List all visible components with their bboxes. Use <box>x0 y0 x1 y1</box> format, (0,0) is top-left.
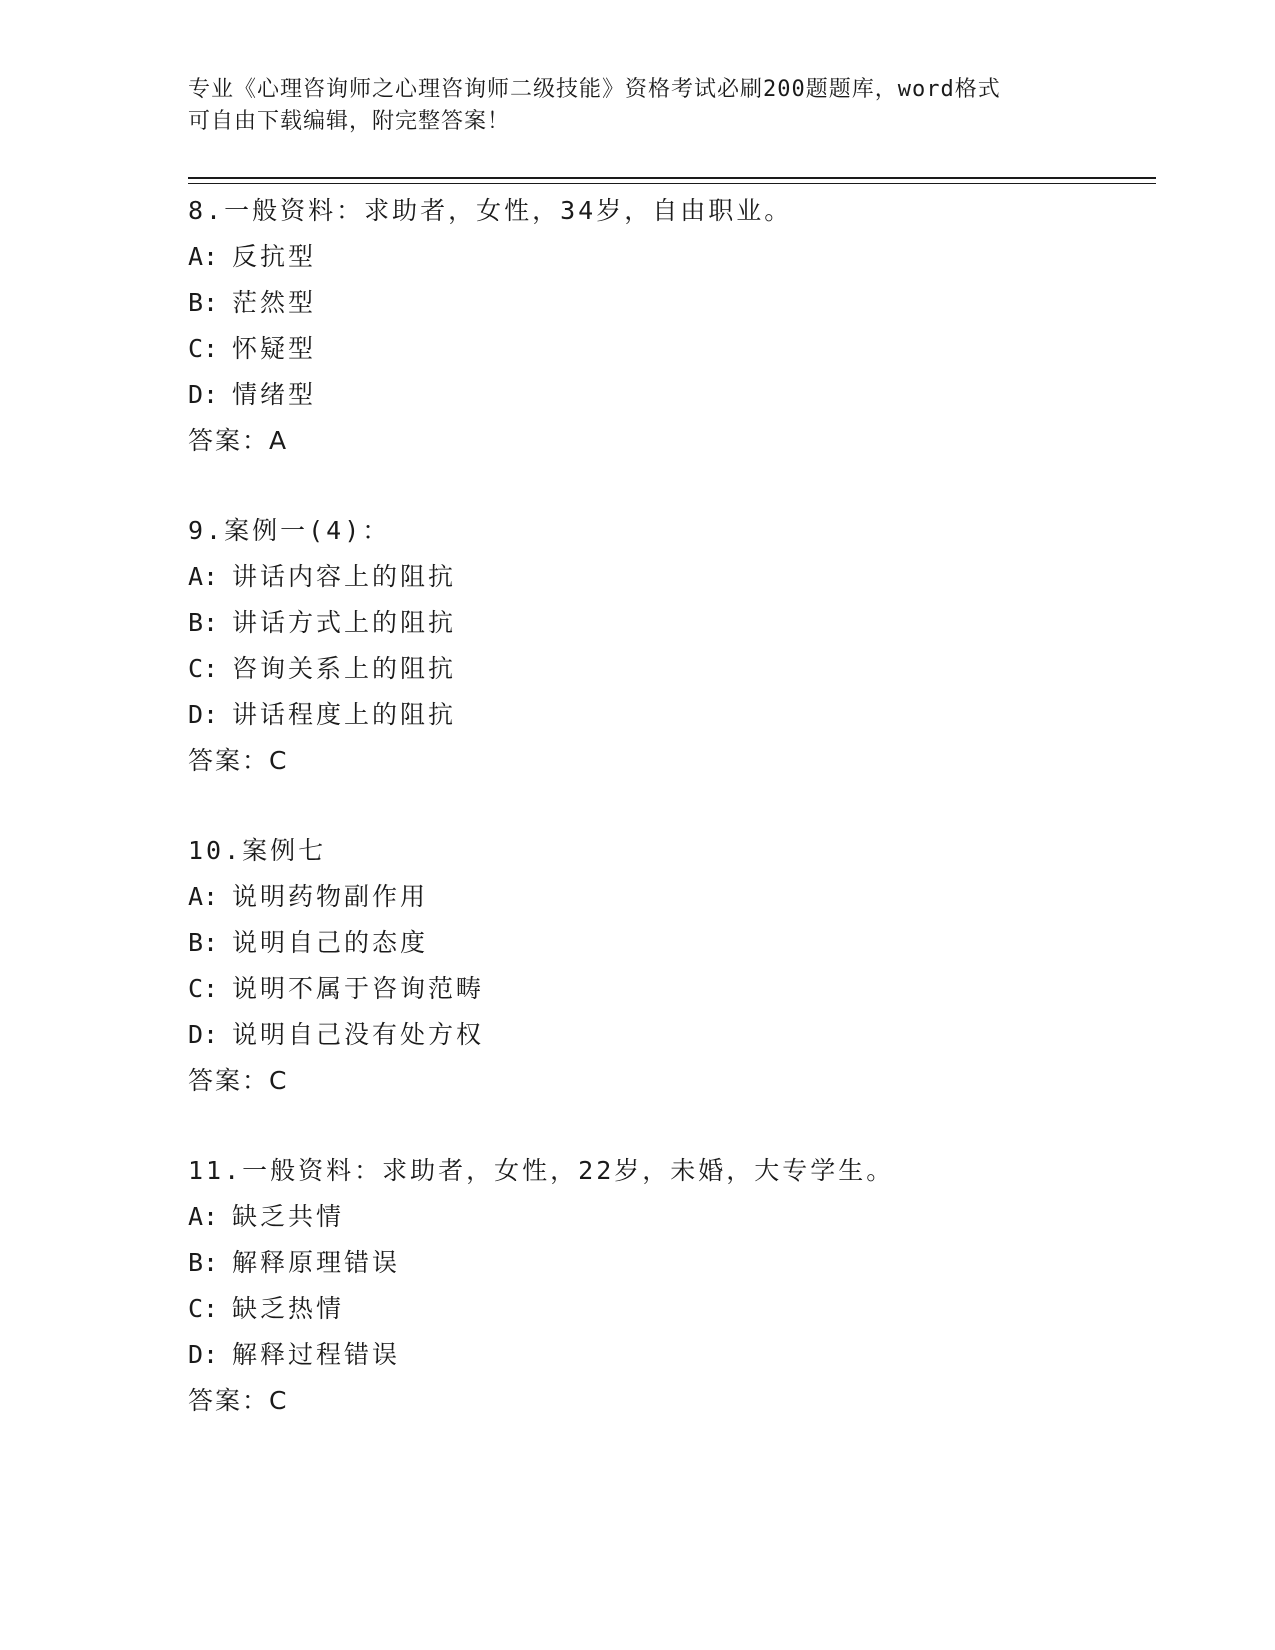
option-key: C: <box>188 1294 219 1323</box>
answer-line: 答案：C <box>188 1386 289 1415</box>
option-key: C: <box>188 974 219 1003</box>
option-key: B: <box>188 288 219 317</box>
option-key: A: <box>188 242 219 271</box>
option-text: 缺乏共情 <box>232 1202 345 1231</box>
header-divider-thin <box>188 183 1156 184</box>
option-text: 咨询关系上的阻抗 <box>232 654 457 683</box>
option-text: 反抗型 <box>232 242 317 271</box>
option-key: D: <box>188 1020 219 1049</box>
document-header <box>188 74 1088 138</box>
header-line-1: 专业《心理咨询师之心理咨询师二级技能》资格考试必刷200题题库，word格式 <box>188 77 1001 102</box>
option-text: 解释原理错误 <box>232 1248 401 1277</box>
option-text: 讲话内容上的阻抗 <box>232 562 457 591</box>
option-d <box>188 692 1156 738</box>
option-text: 茫然型 <box>232 288 317 317</box>
option-text: 解释过程错误 <box>232 1340 401 1369</box>
question-9 <box>188 508 1156 784</box>
option-b <box>188 280 1156 326</box>
option-key: D: <box>188 380 219 409</box>
option-text: 说明不属于咨询范畴 <box>232 974 485 1003</box>
question-stem: 11.一般资料：求助者，女性，22岁，未婚，大专学生。 <box>188 1156 895 1185</box>
header-line-2: 可自由下载编辑，附完整答案！ <box>188 109 511 134</box>
option-b <box>188 920 1156 966</box>
option-key: B: <box>188 608 219 637</box>
option-text: 情绪型 <box>232 380 317 409</box>
question-stem: 9.案例一(4)： <box>188 516 391 545</box>
option-key: A: <box>188 562 219 591</box>
answer-line: 答案：C <box>188 1066 289 1095</box>
option-a <box>188 234 1156 280</box>
option-key: C: <box>188 334 219 363</box>
option-c <box>188 966 1156 1012</box>
option-text: 说明自己的态度 <box>232 928 429 957</box>
option-key: A: <box>188 1202 219 1231</box>
option-text: 讲话程度上的阻抗 <box>232 700 457 729</box>
question-11 <box>188 1148 1156 1424</box>
option-key: B: <box>188 1248 219 1277</box>
option-c <box>188 1286 1156 1332</box>
question-8 <box>188 188 1156 464</box>
option-b <box>188 600 1156 646</box>
option-a <box>188 554 1156 600</box>
option-key: D: <box>188 700 219 729</box>
question-list <box>188 188 1156 1468</box>
option-d <box>188 372 1156 418</box>
option-a <box>188 1194 1156 1240</box>
answer-line: 答案：C <box>188 746 289 775</box>
option-c <box>188 326 1156 372</box>
option-key: B: <box>188 928 219 957</box>
question-stem: 8.一般资料：求助者，女性，34岁，自由职业。 <box>188 196 793 225</box>
option-text: 讲话方式上的阻抗 <box>232 608 457 637</box>
option-d <box>188 1332 1156 1378</box>
option-text: 说明自己没有处方权 <box>232 1020 485 1049</box>
option-text: 怀疑型 <box>232 334 317 363</box>
question-10 <box>188 828 1156 1104</box>
option-key: A: <box>188 882 219 911</box>
option-key: D: <box>188 1340 219 1369</box>
option-text: 说明药物副作用 <box>232 882 429 911</box>
question-stem: 10.案例七 <box>188 836 327 865</box>
option-b <box>188 1240 1156 1286</box>
header-divider-thick <box>188 177 1156 179</box>
option-c <box>188 646 1156 692</box>
option-key: C: <box>188 654 219 683</box>
option-a <box>188 874 1156 920</box>
option-d <box>188 1012 1156 1058</box>
option-text: 缺乏热情 <box>232 1294 345 1323</box>
answer-line: 答案：A <box>188 426 289 455</box>
